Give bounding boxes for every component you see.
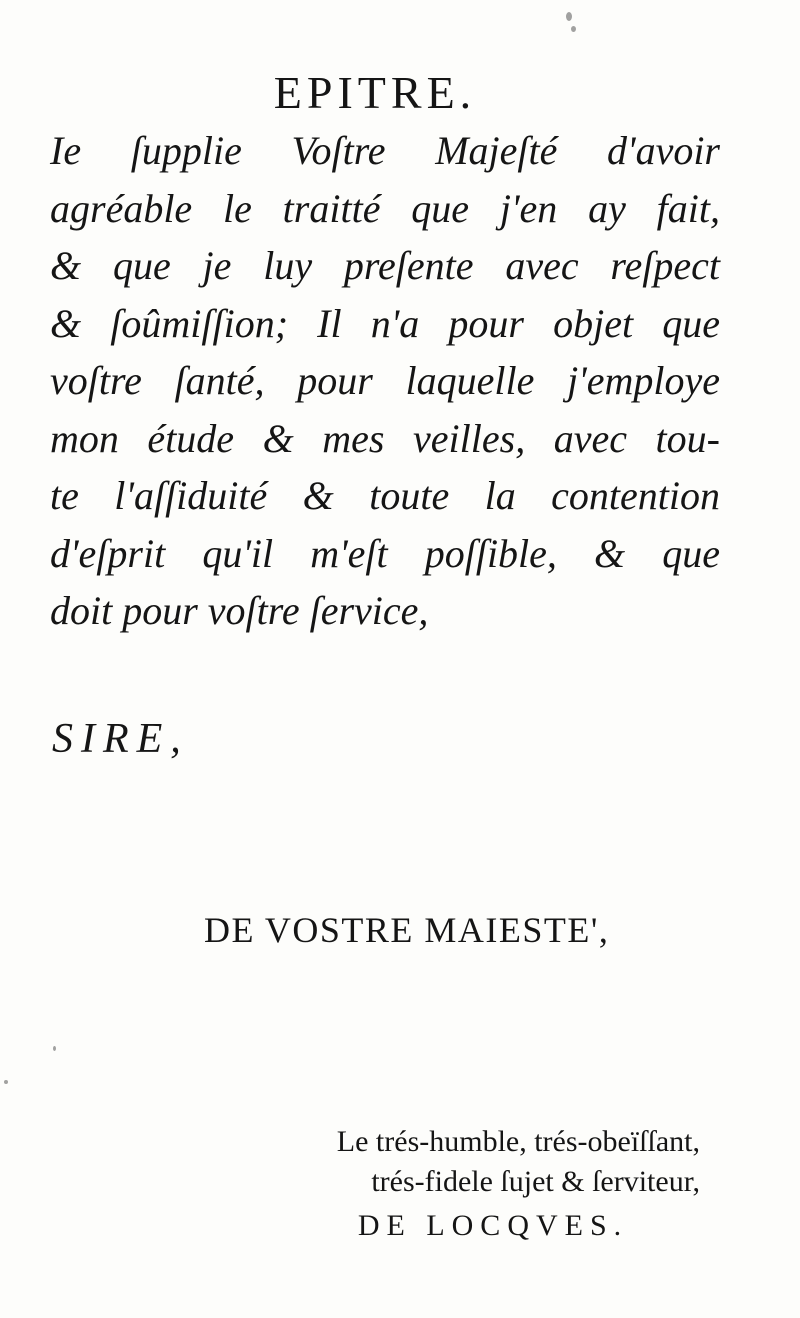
salutation: SIRE,	[52, 716, 189, 762]
ink-speck	[566, 12, 572, 21]
ink-speck	[4, 1080, 8, 1084]
signature-line: trés-fidele ſujet & ſerviteur,	[371, 1165, 700, 1198]
ink-speck	[53, 1046, 56, 1051]
paragraph-line: agréable le traitté que j'en ay fait,	[50, 185, 720, 231]
paragraph-line: & ſoûmiſſion; Il n'a pour objet que	[50, 300, 720, 346]
signature-block	[230, 1122, 700, 1246]
paragraph-line: d'eſprit qu'il m'eſt poſſible, & que	[50, 530, 720, 576]
closing-address: DE VOSTRE MAIESTE',	[204, 910, 610, 950]
page-heading: EPITRE.	[273, 67, 477, 118]
paragraph-line: Ie ſupplie Voſtre Majeſté d'avoir	[50, 128, 720, 173]
ink-speck	[571, 26, 576, 32]
paragraph-line: doit pour voſtre ſervice,	[50, 588, 429, 633]
paragraph-line: mon étude & mes veilles, avec tou-	[50, 415, 720, 461]
paragraph-line: voſtre ſanté, pour laquelle j'employe	[50, 358, 720, 403]
signature-line: Le trés-humble, trés-obeïſſant,	[336, 1125, 700, 1158]
signature-name: DE LOCQVES.	[357, 1209, 629, 1242]
epistle-paragraph	[50, 122, 720, 640]
paragraph-line: te l'aſſiduité & toute la contention	[50, 473, 720, 518]
paragraph-line: & que je luy preſente avec reſpect	[50, 243, 720, 288]
